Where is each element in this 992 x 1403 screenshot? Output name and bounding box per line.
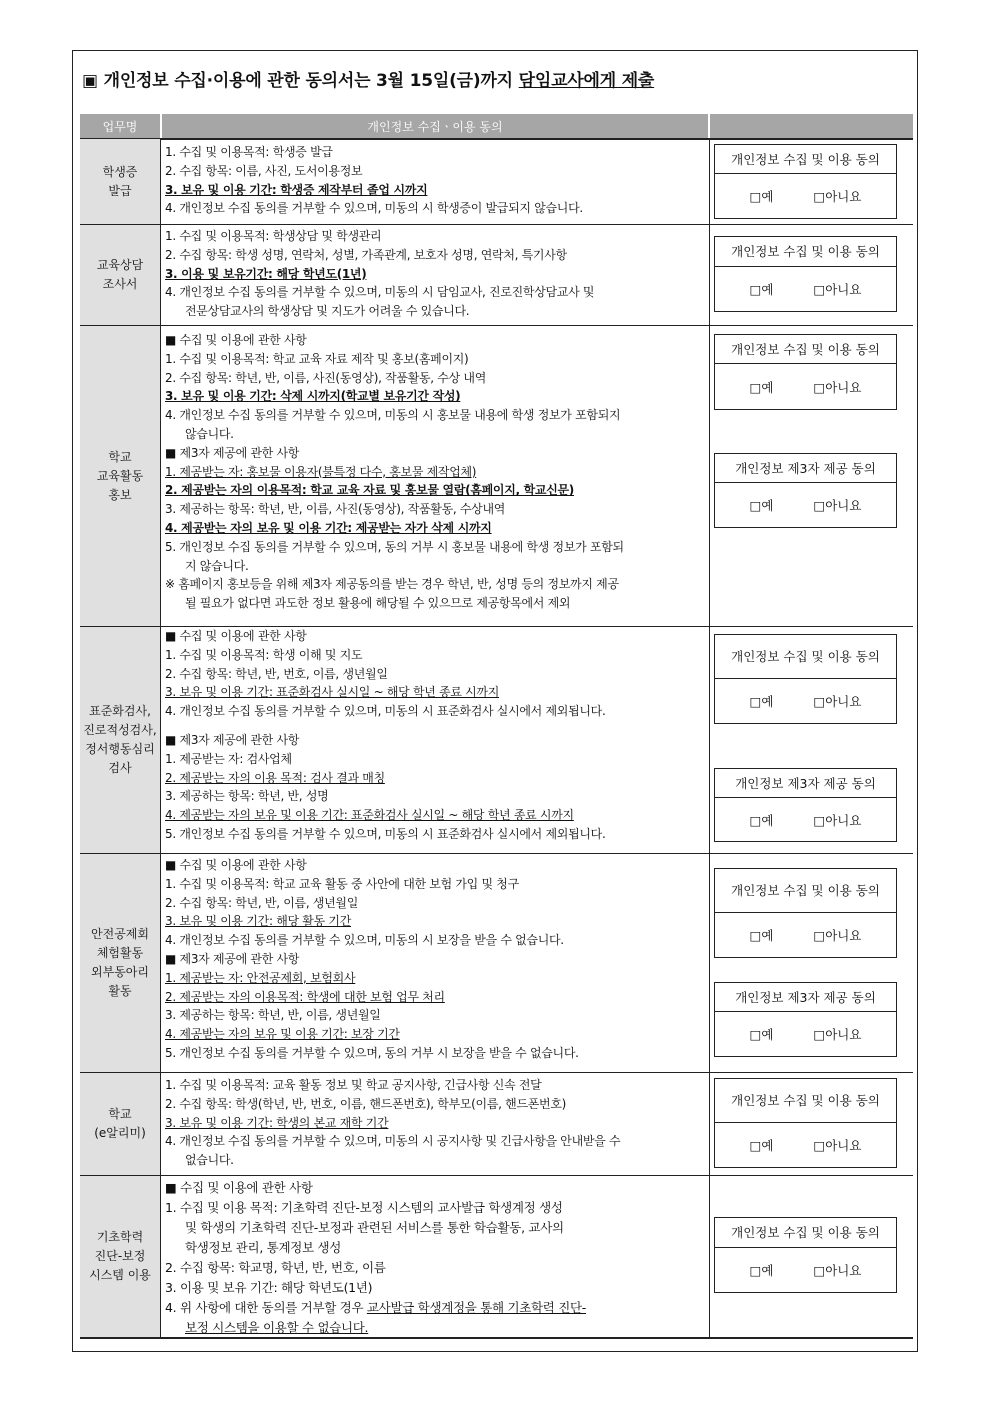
- list-item: 1. 수집 및 이용 목적: 기초학력 진단-보정 시스템의 교사발급 학생계정 생성: [165, 1200, 563, 1215]
- yes-checkbox[interactable]: □예: [749, 379, 774, 395]
- rule: [80, 853, 913, 854]
- row7-content: [165, 1178, 705, 1338]
- list-item: 1. 수집 및 이용목적: 교육 활동 정보 및 학교 공지사항, 긴급사항 신속 전달: [165, 1078, 542, 1092]
- yes-checkbox[interactable]: □예: [749, 812, 774, 828]
- header-blank: [710, 114, 913, 138]
- list-item: 4. 제공받는 자의 보유 및 이용 기간: 제공받는 자가 삭제 시까지: [165, 520, 492, 535]
- rule: [80, 1072, 913, 1073]
- list-item: 없습니다.: [185, 1153, 234, 1168]
- list-item: 2. 수집 항목: 학년, 반, 이름, 사진(동영상), 작품활동, 수상 내역: [165, 370, 486, 385]
- row6-content: [165, 1076, 705, 1170]
- list-item: 전문상담교사의 학생상담 및 지도가 어려울 수 있습니다.: [185, 304, 470, 319]
- consent-title: 개인정보 제3자 제공 동의: [715, 983, 896, 1012]
- list-item: 4. 개인정보 수집 동의를 거부할 수 있으며, 미동의 시 표준화검사 실시에서 제외됩니다.: [165, 704, 606, 719]
- rule: [80, 325, 913, 326]
- list-item: 2. 수집 항목: 학생 성명, 연락처, 성별, 가족관계, 보호자 성명, 연락처, 특기사항: [165, 247, 567, 262]
- section-heading: ■ 수집 및 이용에 관한 사항: [165, 858, 307, 872]
- task-school-promotion: 학교 교육활동 홍보: [80, 326, 160, 626]
- consent-box-collect: [714, 868, 897, 958]
- list-item: 2. 수집 항목: 학생(학년, 반, 번호, 이름, 핸드폰번호), 학부모(이름, 핸드폰번호): [165, 1096, 567, 1111]
- task-student-id: 학생증 발급: [80, 139, 160, 224]
- list-item: 2. 제공받는 자의 이용목적: 학교 교육 자료 및 홍보물 열람(홈페이지, 학교신문): [165, 483, 574, 498]
- list-item: 보정 시스템을 이용할 수 없습니다.: [185, 1320, 369, 1335]
- list-item: 지 않습니다.: [185, 558, 249, 573]
- note: ※ 홈페이지 홍보등을 위해 제3자 제공동의를 받는 경우 학년, 반, 성명 등의 정보까지 제공: [165, 577, 619, 592]
- rule: [80, 138, 913, 140]
- col-divider: [709, 138, 710, 1338]
- yes-checkbox[interactable]: □예: [749, 498, 774, 513]
- list-item: 5. 개인정보 수집 동의를 거부할 수 있으며, 미동의 시 표준화검사 실시에서 제외됩니다.: [165, 826, 606, 841]
- no-checkbox[interactable]: □아니요: [813, 1138, 862, 1153]
- list-item: 3. 제공하는 항목: 학년, 반, 이름, 생년월일: [165, 1008, 381, 1023]
- list-item: 1. 제공받는 자: 안전공제회, 보험회사: [165, 970, 356, 985]
- consent-box-third-party: [714, 768, 897, 842]
- rule: [80, 224, 913, 225]
- list-item: 1. 수집 및 이용목적: 학교 교육 활동 중 사안에 대한 보험 가입 및 청구: [165, 876, 519, 891]
- consent-box-collect: [714, 144, 897, 219]
- row3-content: [165, 331, 705, 613]
- header-consent: 개인정보 수집ㆍ이용 동의: [162, 114, 708, 138]
- consent-box-collect: [714, 236, 897, 312]
- list-item: 5. 개인정보 수집 동의를 거부할 수 있으며, 동의 거부 시 보장을 받을 수 없습니다.: [165, 1045, 579, 1060]
- list-item: 3. 이용 및 보유기간: 해당 학년도(1년): [165, 266, 367, 281]
- list-item: 2. 제공받는 자의 이용목적: 학생에 대한 보험 업무 처리: [165, 989, 445, 1004]
- no-checkbox[interactable]: □아니요: [813, 379, 862, 395]
- consent-title: 개인정보 수집 및 이용 동의: [715, 335, 896, 364]
- col-divider: [160, 138, 161, 1338]
- list-item: 않습니다.: [185, 426, 234, 441]
- consent-box-third-party: [714, 453, 897, 528]
- yes-checkbox[interactable]: □예: [749, 928, 774, 943]
- no-checkbox[interactable]: □아니요: [813, 928, 862, 943]
- list-item: 1. 수집 및 이용목적: 학생증 발급: [165, 145, 333, 159]
- consent-title: 개인정보 수집 및 이용 동의: [715, 237, 896, 267]
- square-marker-icon: ▣: [82, 71, 98, 91]
- list-item: 1. 제공받는 자: 홍보물 이용자(불특정 다수, 홍보물 제작업체): [165, 464, 477, 479]
- rule: [80, 1175, 913, 1176]
- list-item: 4. 제공받는 자의 보유 및 이용 기간: 표준화검사 실시일 ~ 해당 학년 종료 시까지: [165, 808, 574, 823]
- row1-content: [165, 143, 705, 218]
- list-item: 1. 수집 및 이용목적: 학교 교육 자료 제작 및 홍보(홈페이지): [165, 351, 469, 366]
- section-heading: ■ 수집 및 이용에 관한 사항: [165, 1180, 313, 1195]
- list-item: 4. 개인정보 수집 동의를 거부할 수 있으며, 미동의 시 홍보물 내용에 학생 정보가 포함되지: [165, 408, 621, 423]
- list-item: 2. 제공받는 자의 이용 목적: 검사 결과 매칭: [165, 770, 385, 785]
- section-heading: ■ 수집 및 이용에 관한 사항: [165, 333, 307, 347]
- no-checkbox[interactable]: □아니요: [813, 189, 862, 204]
- row2-content: [165, 227, 705, 321]
- list-item: 학생정보 관리, 통계정보 생성: [185, 1240, 341, 1255]
- no-checkbox[interactable]: □아니요: [813, 812, 862, 828]
- list-item: 2. 수집 항목: 이름, 사진, 도서이용정보: [165, 163, 363, 178]
- yes-checkbox[interactable]: □예: [749, 282, 774, 297]
- consent-box-collect: [714, 634, 897, 724]
- list-item: 2. 수집 항목: 학년, 반, 이름, 생년월일: [165, 895, 359, 910]
- no-checkbox[interactable]: □아니요: [813, 1263, 862, 1278]
- consent-title: 개인정보 제3자 제공 동의: [715, 769, 896, 798]
- consent-box-collect: [714, 1217, 897, 1293]
- section-heading: ■ 제3자 제공에 관한 사항: [165, 732, 300, 747]
- consent-title: 개인정보 수집 및 이용 동의: [715, 1218, 896, 1248]
- consent-title: 개인정보 수집 및 이용 동의: [715, 635, 896, 679]
- list-item: 3. 보유 및 이용 기간: 삭제 시까지(학교별 보유기간 작성): [165, 389, 461, 404]
- yes-checkbox[interactable]: □예: [749, 189, 774, 204]
- list-item: 및 학생의 기초학력 진단-보정과 관련된 서비스를 통한 학습활동, 교사의: [185, 1220, 564, 1235]
- list-item: 3. 보유 및 이용 기간: 해당 활동 기간: [165, 914, 351, 929]
- list-item: 4. 개인정보 수집 동의를 거부할 수 있으며, 미동의 시 보장을 받을 수 없습니다.: [165, 933, 564, 948]
- section-heading: ■ 제3자 제공에 관한 사항: [165, 951, 300, 966]
- list-item: 3. 제공하는 항목: 학년, 반, 이름, 사진(동영상), 작품활동, 수상내역: [165, 502, 506, 517]
- section-heading: ■ 제3자 제공에 관한 사항: [165, 445, 300, 460]
- list-item: 3. 보유 및 이용 기간: 표준화검사 실시일 ~ 해당 학년 종료 시까지: [165, 685, 500, 700]
- section-heading: ■ 수집 및 이용에 관한 사항: [165, 629, 307, 643]
- row4-content: [165, 627, 705, 844]
- list-item: 4. 제공받는 자의 보유 및 이용 기간: 보장 기간: [165, 1027, 400, 1042]
- note: 될 필요가 없다면 과도한 정보 활용에 해당될 수 있으므로 제공항목에서 제외: [185, 596, 571, 611]
- list-item: 1. 제공받는 자: 검사업체: [165, 751, 292, 766]
- list-item: 3. 제공하는 항목: 학년, 반, 성명: [165, 789, 329, 804]
- list-item: 4. 개인정보 수집 동의를 거부할 수 있으며, 미동의 시 담임교사, 진로진학상담교사 및: [165, 285, 595, 300]
- task-safety-insurance: 안전공제회 체험활동 외부동아리 활동: [80, 854, 160, 1072]
- list-item: 5. 개인정보 수집 동의를 거부할 수 있으며, 동의 거부 시 홍보물 내용에 학생 정보가 포함되: [165, 539, 624, 554]
- list-item: 2. 수집 항목: 학교명, 학년, 반, 번호, 이름: [165, 1260, 386, 1275]
- yes-checkbox[interactable]: □예: [749, 1138, 774, 1153]
- task-e-alimi: 학교 (e알리미): [80, 1073, 160, 1175]
- consent-box-collect: [714, 334, 897, 410]
- no-checkbox[interactable]: □아니요: [813, 498, 862, 513]
- page-title: ▣ 개인정보 수집·이용에 관한 동의서는 3월 15일(금)까지 담임교사에게 제출: [82, 71, 655, 91]
- yes-checkbox[interactable]: □예: [749, 1263, 774, 1278]
- list-item: 1. 수집 및 이용목적: 학생상담 및 학생관리: [165, 229, 382, 243]
- no-checkbox[interactable]: □아니요: [813, 694, 862, 709]
- no-checkbox[interactable]: □아니요: [813, 282, 862, 297]
- consent-title: 개인정보 수집 및 이용 동의: [715, 145, 896, 174]
- consent-title: 개인정보 수집 및 이용 동의: [715, 869, 896, 913]
- list-item: 2. 수집 항목: 학년, 반, 번호, 이름, 생년월일: [165, 666, 388, 681]
- consent-box-third-party: [714, 982, 897, 1057]
- header-task-name: 업무명: [80, 114, 160, 138]
- yes-checkbox[interactable]: □예: [749, 1027, 774, 1042]
- yes-checkbox[interactable]: □예: [749, 694, 774, 709]
- task-basic-learning: 기초학력 진단-보정 시스템 이용: [80, 1176, 160, 1337]
- list-item: 4. 위 사항에 대한 동의를 거부할 경우 교사발급 학생계정을 통해 기초학력 진단-: [165, 1300, 586, 1315]
- consent-title: 개인정보 제3자 제공 동의: [715, 454, 896, 483]
- list-item: 3. 이용 및 보유 기간: 해당 학년도(1년): [165, 1280, 373, 1295]
- list-item: 4. 개인정보 수집 동의를 거부할 수 있으며, 미동의 시 학생증이 발급되지 않습니다.: [165, 201, 583, 216]
- list-item: 3. 보유 및 이용 기간: 학생증 제작부터 졸업 시까지: [165, 182, 428, 197]
- consent-box-collect: [714, 1078, 897, 1168]
- task-counseling: 교육상담 조사서: [80, 225, 160, 325]
- row5-content: [165, 856, 705, 1063]
- list-item: 4. 개인정보 수집 동의를 거부할 수 있으며, 미동의 시 공지사항 및 긴급사항을 안내받을 수: [165, 1134, 621, 1149]
- task-standardized-test: 표준화검사, 진로적성검사, 정서행동심리 검사: [80, 627, 160, 853]
- list-item: 3. 보유 및 이용 기간: 학생의 본교 재학 기간: [165, 1115, 389, 1130]
- consent-title: 개인정보 수집 및 이용 동의: [715, 1079, 896, 1123]
- list-item: 1. 수집 및 이용목적: 학생 이해 및 지도: [165, 647, 363, 662]
- no-checkbox[interactable]: □아니요: [813, 1027, 862, 1042]
